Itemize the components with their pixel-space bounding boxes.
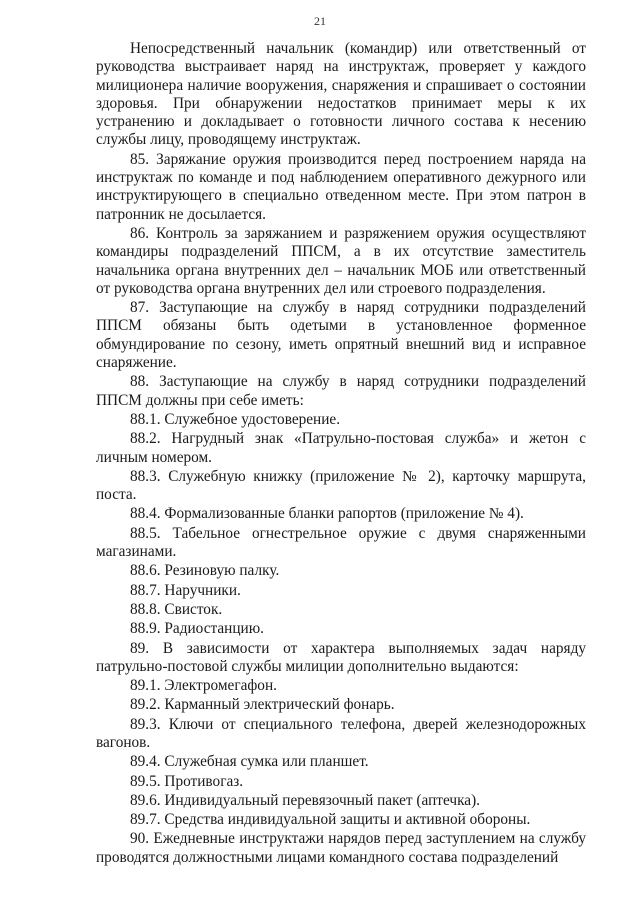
paragraph-89-1: 89.1. Электромегафон. — [130, 677, 277, 695]
paragraph-87: 87. Заступающие на службу в наряд сотрудники подразделений ППСМ обязаны быть одетыми в установленное форменное обмундирование по сезону, иметь опрятный внешний вид и исправное снаряжение. — [96, 299, 586, 372]
paragraph-88-3: 88.3. Служебную книжку (приложение № 2), карточку маршрута, поста. — [96, 467, 586, 504]
paragraph-89-7: 89.7. Средства индивидуальной защиты и активной обороны. — [130, 811, 531, 829]
document-body — [96, 40, 586, 867]
paragraph-88-7: 88.7. Наручники. — [130, 581, 241, 599]
paragraph-89-2: 89.2. Карманный электрический фонарь. — [130, 696, 395, 714]
paragraph-88-9: 88.9. Радиостанцию. — [130, 620, 264, 638]
page-number: 21 — [314, 14, 326, 28]
paragraph-89-3: 89.3. Ключи от специального телефона, дверей железнодорожных вагонов. — [96, 715, 586, 751]
paragraph-intro: Непосредственный начальник (командир) или ответственный от руководства выстраивает наряд на инструктаж, проверяет у каждого милиционера наличие вооружения, снаряжения и спрашивает о состоянии здоровья. При обнаружении недостатков принимает меры к их устранению и докладывает о готовности личного состава к несению службы лицу, проводящему инструктаж. — [96, 40, 586, 149]
paragraph-89-5: 89.5. Противогаз. — [130, 772, 244, 790]
paragraph-88-2: 88.2. Нагрудный знак «Патрульно-постовая служба» и жетон с личным номером. — [96, 430, 586, 466]
paragraph-88-5: 88.5. Табельное огнестрельное оружие с двумя снаряженными магазинами. — [96, 524, 586, 561]
paragraph-89: 89. В зависимости от характера выполняемых задач наряду патрульно-постовой службы милиции дополнительно выдаются: — [96, 639, 586, 675]
paragraph-88: 88. Заступающие на службу в наряд сотрудники подразделений ППСМ должны при себе иметь: — [96, 373, 586, 409]
paragraph-88-8: 88.8. Свисток. — [130, 600, 223, 618]
paragraph-88-6: 88.6. Резиновую палку. — [130, 562, 280, 580]
paragraph-89-6: 89.6. Индивидуальный перевязочный пакет (аптечка). — [130, 791, 480, 809]
paragraph-89-4: 89.4. Служебная сумка или планшет. — [130, 753, 369, 771]
paragraph-88-4: 88.4. Формализованные бланки рапортов (приложение № 4). — [130, 505, 524, 523]
paragraph-86: 86. Контроль за заряжанием и разряжением оружия осуществляют командиры подразделений ППСМ, а в их отсутствие заместитель начальника органа внутренних дел – начальник МОБ или ответственный от руководства органа внутренних дел или строевого подразделения. — [96, 224, 586, 297]
paragraph-85: 85. Заряжание оружия производится перед построением наряда на инструктаж по команде и под наблюдением оперативного дежурного или инструктирующего в специально отведенном месте. При этом патрон в патронник не досылается. — [96, 150, 586, 223]
paragraph-90: 90. Ежедневные инструктажи нарядов перед заступлением на службу проводятся должностными лицами командного состава подразделений — [96, 830, 586, 866]
paragraph-88-1: 88.1. Служебное удостоверение. — [130, 410, 341, 428]
